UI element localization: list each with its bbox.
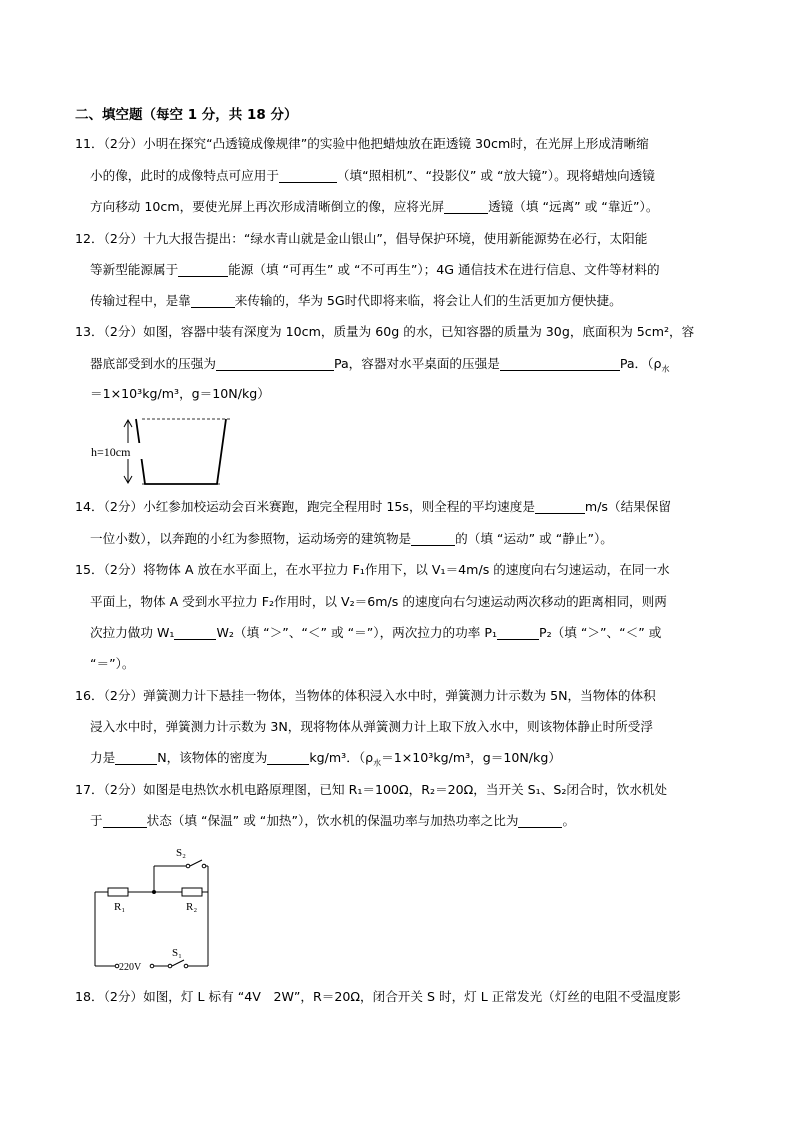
answer-blank[interactable] — [103, 813, 147, 828]
q11-line-1: 11．（2分）小明在探究“凸透镜成像规律”的实验中他把蜡烛放在距透镜 30cm时，在光屏上形成清晰缩 — [75, 136, 649, 151]
q13-line-2 — [90, 355, 669, 373]
switch-s2-contact — [186, 864, 190, 868]
container-figure — [90, 418, 240, 490]
q11-text: （填“照相机”、“投影仪” 或 “放大镜”）。现将蜡烛向透镜 — [336, 168, 655, 183]
q12-text: 能源（填 “可再生” 或 “不可再生”）；4G 通信技术在进行信息、文件等材料的 — [228, 262, 660, 277]
q13-line-1: 13．（2分）如图，容器中装有深度为 10cm，质量为 60g 的水，已知容器的质量为 30g，底面积为 5cm²，容 — [75, 324, 695, 339]
q11-line-3 — [90, 198, 658, 216]
terminal — [150, 964, 154, 968]
q16-line-1: 16．（2分）弹簧测力计下悬挂一物体，当物体的体积浸入水中时，弹簧测力计示数为 5N，当物体的体积 — [75, 688, 656, 703]
q17-text: 于 — [90, 813, 103, 828]
q17-line-2 — [90, 812, 575, 830]
q15-line-4: “＝”）。 — [90, 656, 135, 671]
q16-text: N，该物体的密度为 — [157, 750, 268, 765]
container-walls — [136, 419, 226, 484]
label-r2: R₂ — [186, 901, 198, 913]
q12-text: 等新型能源属于 — [90, 262, 179, 277]
answer-blank[interactable] — [411, 531, 455, 546]
q15-text: W₂（填 “＞”、“＜” 或 “＝”），两次拉力的功率 P₁ — [216, 625, 497, 640]
answer-blank[interactable] — [518, 813, 562, 828]
resistor-r2 — [182, 888, 202, 896]
q16-line-3 — [90, 749, 561, 767]
answer-blank[interactable] — [279, 168, 337, 183]
answer-blank[interactable] — [497, 625, 539, 640]
label-s1: S₁ — [172, 947, 182, 959]
label-s2: S₂ — [176, 847, 186, 859]
q11-text: 方向移动 10cm，要使光屏上再次形成清晰倒立的像，应将光屏 — [90, 199, 445, 214]
answer-blank[interactable] — [444, 199, 488, 214]
q15-text: P₂（填 “＞”、“＜” 或 — [539, 625, 662, 640]
answer-blank[interactable] — [174, 625, 216, 640]
switch-s1-contact — [184, 964, 188, 968]
q12-text: 来传输的，华为 5G时代即将来临，将会让人们的生活更加方便快捷。 — [234, 293, 622, 308]
q16-text: ＝1×10³kg/m³，g＝10N/kg） — [381, 750, 561, 765]
answer-blank[interactable] — [216, 356, 334, 371]
circuit-diagram — [90, 842, 220, 972]
q11-text: 小的像，此时的成像特点可应用于 — [90, 168, 279, 183]
q14-text: 一位小数），以奔跑的小红为参照物，运动场旁的建筑物是 — [90, 531, 412, 546]
q15-text: 次拉力做功 W₁ — [90, 625, 175, 640]
q11-line-2 — [90, 167, 655, 185]
junction-dot — [152, 890, 156, 894]
q13-line-3: ＝1×10³kg/m³，g＝10N/kg） — [90, 386, 270, 401]
q14-text: 14．（2分）小红参加校运动会百米赛跑，跑完全程用时 15s，则全程的平均速度是 — [75, 499, 535, 514]
q15-line-2: 平面上，物体 A 受到水平拉力 F₂作用时，以 V₂＝6m/s 的速度向右匀速运动两次移动的距离相同，则两 — [90, 594, 667, 609]
q14-text: m/s（结果保留 — [584, 499, 671, 514]
q11-text: 透镜（填 “远离” 或 “靠近”）。 — [488, 199, 659, 214]
answer-blank[interactable] — [191, 293, 235, 308]
q17-text: 。 — [562, 813, 576, 828]
answer-blank[interactable] — [500, 356, 620, 371]
q18-line-1: 18．（2分）如图，灯 L 标有 “4V 2W”，R＝20Ω，闭合开关 S 时，灯 L 正常发光（灯丝的电阻不受温度影 — [75, 989, 681, 1004]
resistor-r1 — [108, 888, 128, 896]
q14-text: 的（填 “运动” 或 “静止”）。 — [455, 531, 613, 546]
q12-line-2 — [90, 261, 660, 279]
q17-text: 状态（填 “保温” 或 “加热”），饮水机的保温功率与加热功率之比为 — [146, 813, 519, 828]
q13-text: Pa，容器对水平桌面的压强是 — [333, 356, 500, 371]
q15-line-3 — [90, 624, 661, 642]
switch-s2-contact — [202, 864, 206, 868]
section-title: 二、填空题（每空 1 分，共 18 分） — [75, 107, 298, 123]
q13-text: 器底部受到水的压强为 — [90, 356, 216, 371]
switch-s2-blade — [190, 860, 202, 866]
q14-line-1 — [75, 498, 671, 516]
label-voltage: 220V — [119, 962, 142, 972]
answer-blank[interactable] — [267, 750, 309, 765]
q17-line-1: 17．（2分）如图是电热饮水机电路原理图，已知 R₁＝100Ω，R₂＝20Ω，当开关 S₁、S₂闭合时，饮水机处 — [75, 782, 668, 797]
q16-line-2: 浸入水中时，弹簧测力计示数为 3N，现将物体从弹簧测力计上取下放入水中，则该物体静止时所受浮 — [90, 719, 653, 734]
subscript: 水 — [373, 758, 382, 768]
q12-line-1: 12．（2分）十九大报告提出：“绿水青山就是金山银山”，倡导保护环境，使用新能源势在必行，太阳能 — [75, 231, 648, 246]
label-r1: R₁ — [114, 901, 126, 913]
q12-line-3 — [90, 292, 622, 310]
answer-blank[interactable] — [115, 750, 157, 765]
q13-text: Pa．（ρ — [619, 356, 662, 371]
q14-line-2 — [90, 530, 613, 548]
subscript: 水 — [661, 364, 670, 374]
switch-s1-blade — [172, 960, 184, 966]
q16-text: kg/m³．（ρ — [309, 750, 374, 765]
q15-line-1: 15．（2分）将物体 A 放在水平面上，在水平拉力 F₁作用下，以 V₁＝4m/s 的速度向右匀速运动，在同一水 — [75, 562, 670, 577]
switch-s1-contact — [168, 964, 172, 968]
q16-text: 力是 — [90, 750, 116, 765]
answer-blank[interactable] — [535, 499, 585, 514]
height-label: h=10cm — [91, 445, 131, 459]
answer-blank[interactable] — [178, 262, 228, 277]
q12-text: 传输过程中，是靠 — [90, 293, 191, 308]
